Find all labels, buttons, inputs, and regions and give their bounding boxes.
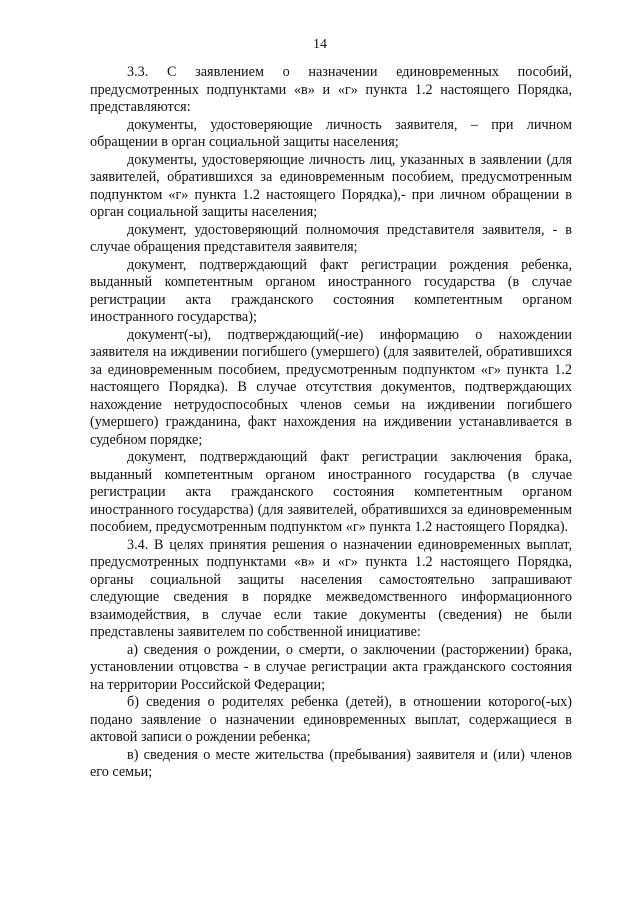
list-item-a: а) сведения о рождении, о смерти, о заключении (расторжении) брака, установлении отцовства - в случае регистрации акта гражданского состояния на территории Российской Федерации; — [90, 641, 572, 693]
paragraph-dependency-documents: документ(-ы), подтверждающий(-ие) информацию о нахождении заявителя на иждивении погибшего (умершего) (для заявителей, обратившихся за единовременным пособием, предусмотренным подпунктом «г» пункта 1.2 настоящего Порядка). В случае отсутствия документов, подтверждающих нахождение нетрудоспособных членов семьи на иждивении погибшего (умершего) гражданина, факт нахождения на иждивении устанавливается в судебном порядке; — [90, 326, 572, 448]
paragraph-3-3: 3.3. С заявлением о назначении единовременных пособий, предусмотренных подпунктами «в» и «г» пункта 1.2 настоящего Порядка, представляются: — [90, 64, 572, 115]
page-number: 14 — [313, 37, 327, 52]
list-item-v: в) сведения о месте жительства (пребывания) заявителя и (или) членов его семьи; — [90, 746, 572, 780]
list-item-b: б) сведения о родителях ребенка (детей), в отношении которого(-ых) подано заявление о назначении единовременных выплат, содержащиеся в актовой записи о рождении ребенка; — [90, 694, 572, 745]
paragraph-representative-authority: документ, удостоверяющий полномочия представителя заявителя, - в случае обращения представителя заявителя; — [90, 221, 572, 255]
paragraph-identity-documents: документы, удостоверяющие личность заявителя, – при личном обращении в орган социальной защиты населения; — [90, 116, 572, 150]
paragraph-marriage-registration: документ, подтверждающий факт регистрации заключения брака, выданный компетентным органом иностранного государства (в случае регистрации акта гражданского состояния компетентным органом иностранного государства) (для заявителей, обратившихся за единовременным пособием, предусмотренным подпунктом «г» пункта 1.2 настоящего Порядка). — [90, 449, 572, 535]
document-body — [90, 64, 572, 782]
paragraph-3-4: 3.4. В целях принятия решения о назначении единовременных выплат, предусмотренных подпунктами «в» и «г» пункта 1.2 настоящего Порядка, органы социальной защиты населения самостоятельно запрашивают следующие сведения в порядке межведомственного информационного взаимодействия, в случае если такие документы (сведения) не были представлены заявителем по собственной инициативе: — [90, 536, 572, 640]
paragraph-persons-identity-documents: документы, удостоверяющие личность лиц, указанных в заявлении (для заявителей, обратившихся за единовременным пособием, предусмотренным подпунктом «г» пункта 1.2 настоящего Порядка),- при личном обращении в орган социальной защиты населения; — [90, 151, 572, 220]
paragraph-birth-registration: документ, подтверждающий факт регистрации рождения ребенка, выданный компетентным органом иностранного государства (в случае регистрации акта гражданского состояния компетентным органом иностранного государства); — [90, 256, 572, 325]
